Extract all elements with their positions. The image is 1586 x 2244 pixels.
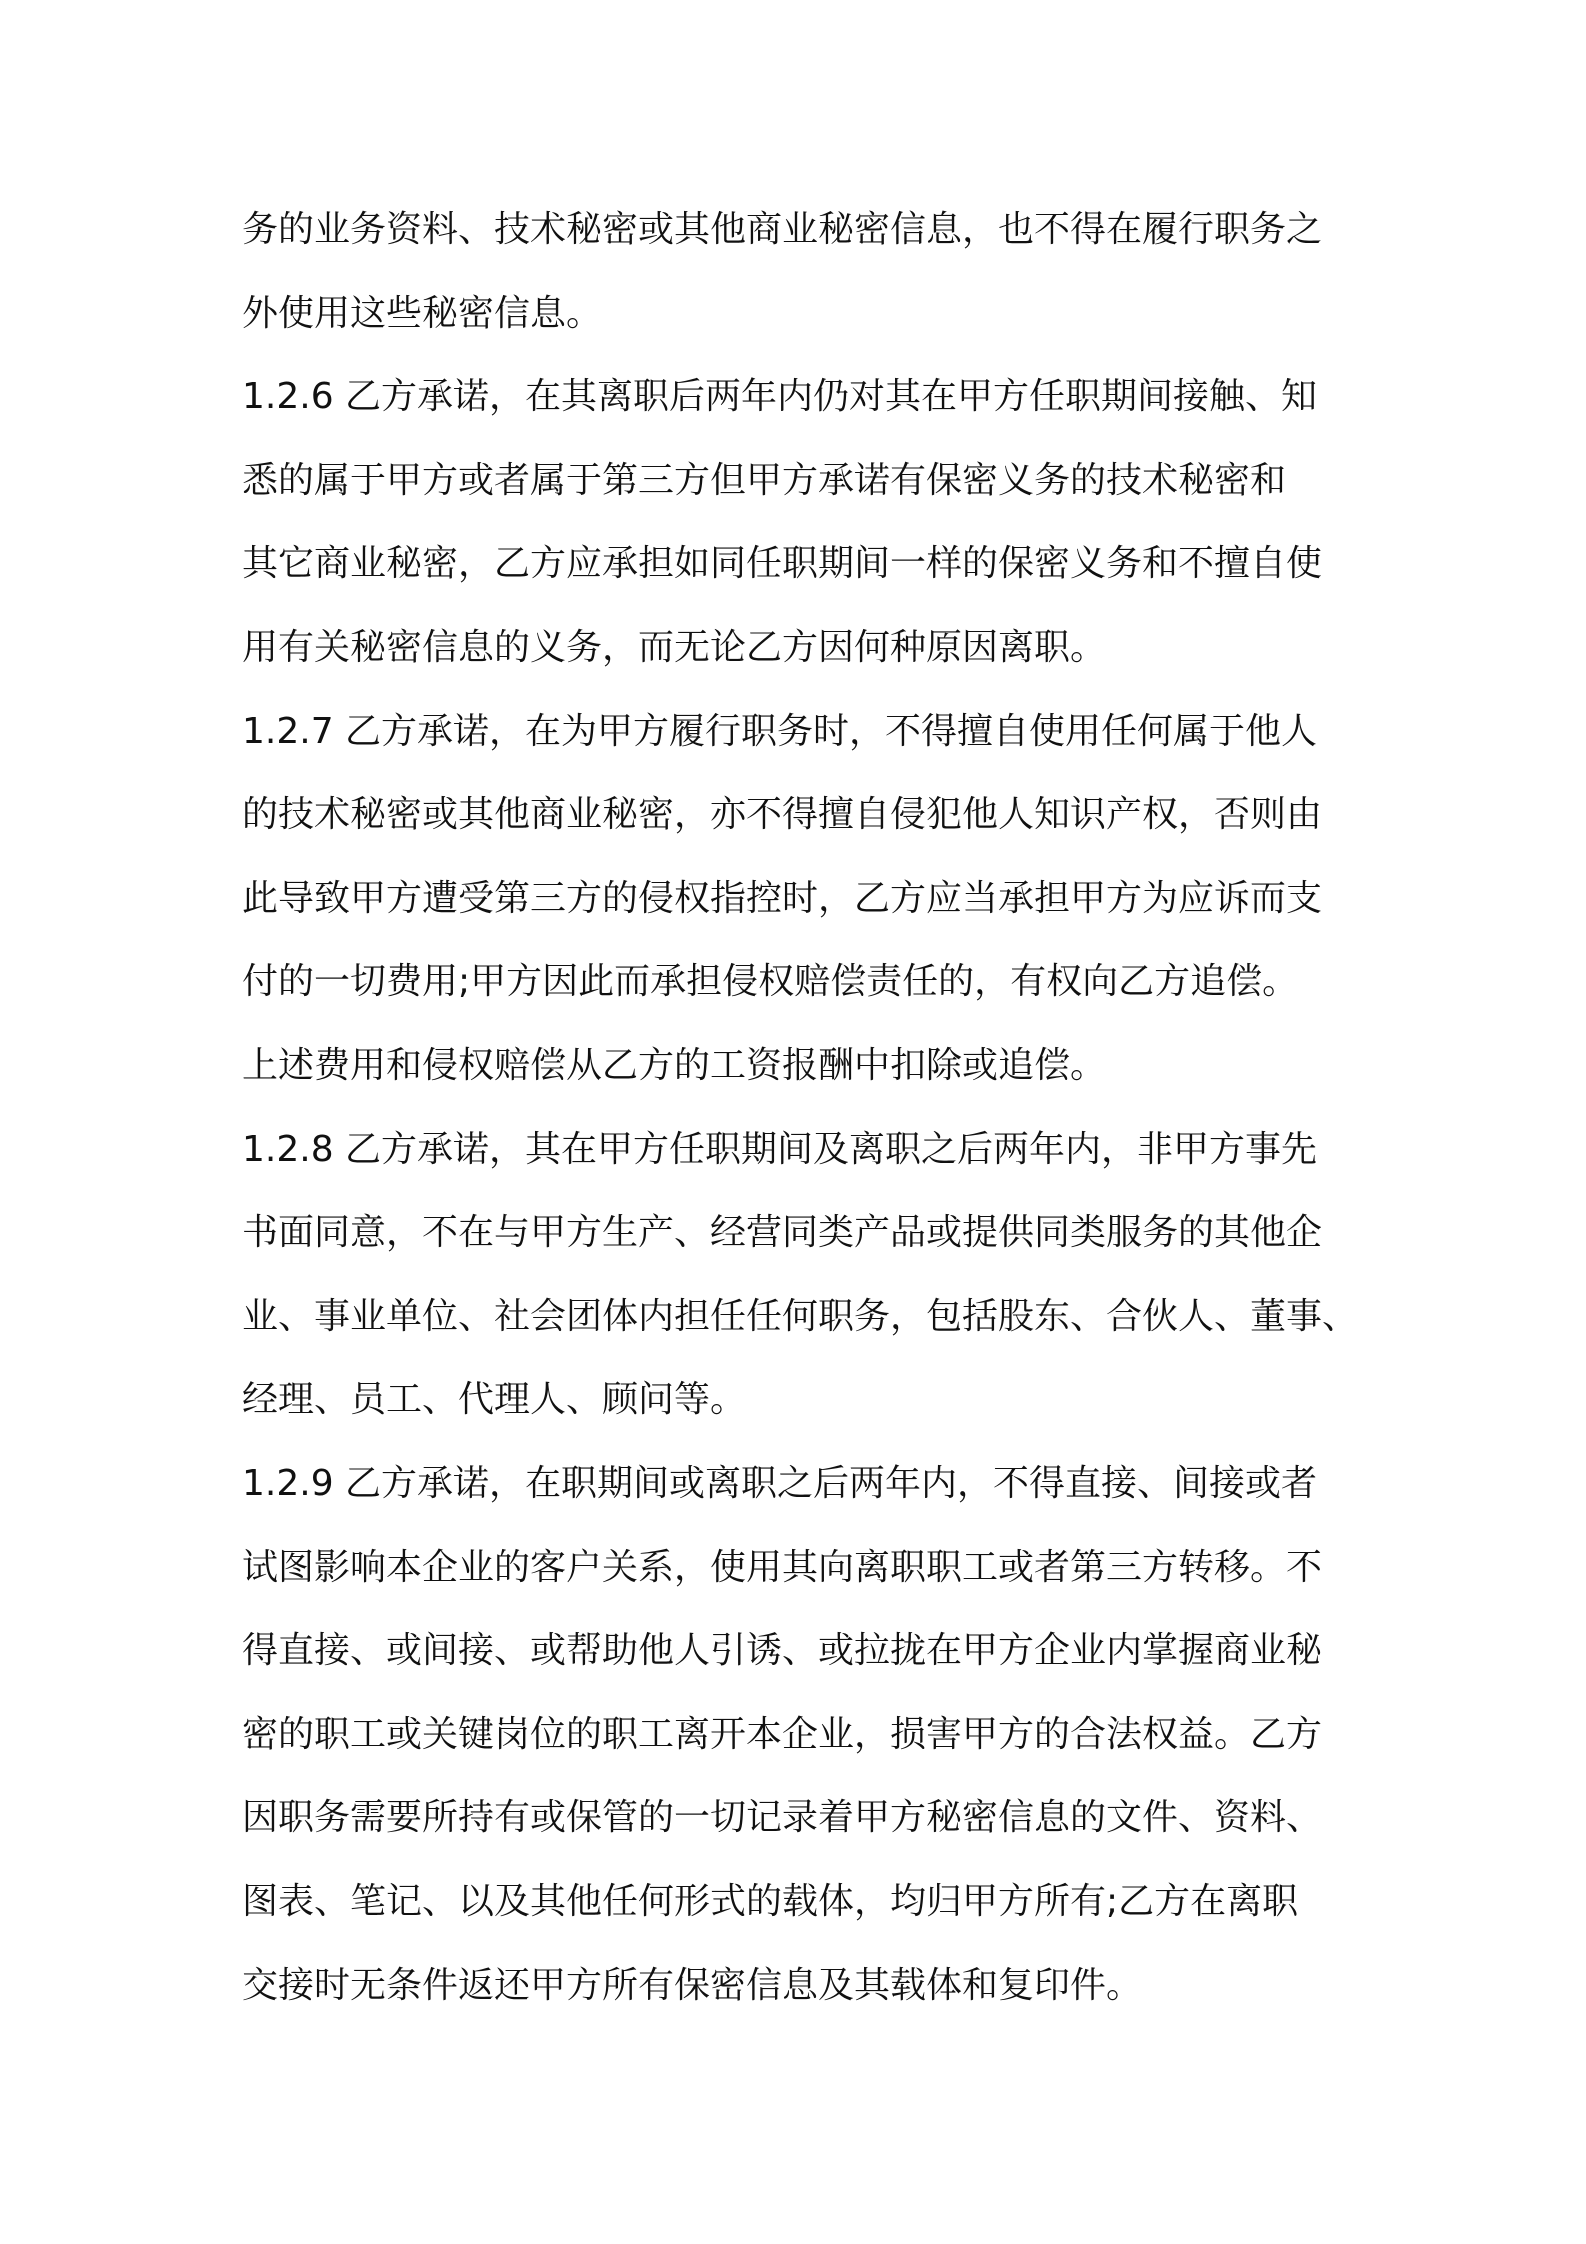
text-line: 务的业务资料、技术秘密或其他商业秘密信息，也不得在履行职务之: [242, 209, 1323, 250]
text-line: 得直接、或间接、或帮助他人引诱、或拉拢在甲方企业内掌握商业秘: [242, 1630, 1323, 1671]
text-line: 密的职工或关键岗位的职工离开本企业，损害甲方的合法权益。乙方: [242, 1714, 1323, 1755]
clause-1-2-8-start: 1.2.8 乙方承诺，其在甲方任职期间及离职之后两年内，非甲方事先: [242, 1129, 1318, 1170]
text-line: 付的一切费用;甲方因此而承担侵权赔偿责任的，有权向乙方追偿。: [242, 961, 1299, 1002]
text-line: 业、事业单位、社会团体内担任任何职务，包括股东、合伙人、董事、: [242, 1296, 1359, 1337]
clause-1-2-6-start: 1.2.6 乙方承诺，在其离职后两年内仍对其在甲方任职期间接触、知: [242, 376, 1318, 417]
text-line: 上述费用和侵权赔偿从乙方的工资报酬中扣除或追偿。: [242, 1045, 1107, 1086]
text-line: 试图影响本企业的客户关系，使用其向离职职工或者第三方转移。不: [242, 1547, 1323, 1588]
text-line: 图表、笔记、以及其他任何形式的载体，均归甲方所有;乙方在离职: [242, 1881, 1299, 1922]
text-line: 用有关秘密信息的义务，而无论乙方因何种原因离职。: [242, 627, 1107, 668]
text-line: 书面同意，不在与甲方生产、经营同类产品或提供同类服务的其他企: [242, 1212, 1323, 1253]
clause-1-2-7-start: 1.2.7 乙方承诺，在为甲方履行职务时，不得擅自使用任何属于他人: [242, 711, 1318, 752]
text-line: 经理、员工、代理人、顾问等。: [242, 1379, 747, 1420]
text-line: 此导致甲方遭受第三方的侵权指控时，乙方应当承担甲方为应诉而支: [242, 878, 1323, 919]
text-line: 外使用这些秘密信息。: [242, 293, 603, 334]
text-line: 悉的属于甲方或者属于第三方但甲方承诺有保密义务的技术秘密和: [242, 460, 1287, 501]
clause-1-2-9-start: 1.2.9 乙方承诺，在职期间或离职之后两年内，不得直接、间接或者: [242, 1463, 1318, 1504]
text-line: 的技术秘密或其他商业秘密，亦不得擅自侵犯他人知识产权，否则由: [242, 794, 1323, 835]
text-line: 其它商业秘密，乙方应承担如同任职期间一样的保密义务和不擅自使: [242, 543, 1323, 584]
text-line: 因职务需要所持有或保管的一切记录着甲方秘密信息的文件、资料、: [242, 1797, 1323, 1838]
text-line: 交接时无条件返还甲方所有保密信息及其载体和复印件。: [242, 1965, 1143, 2006]
